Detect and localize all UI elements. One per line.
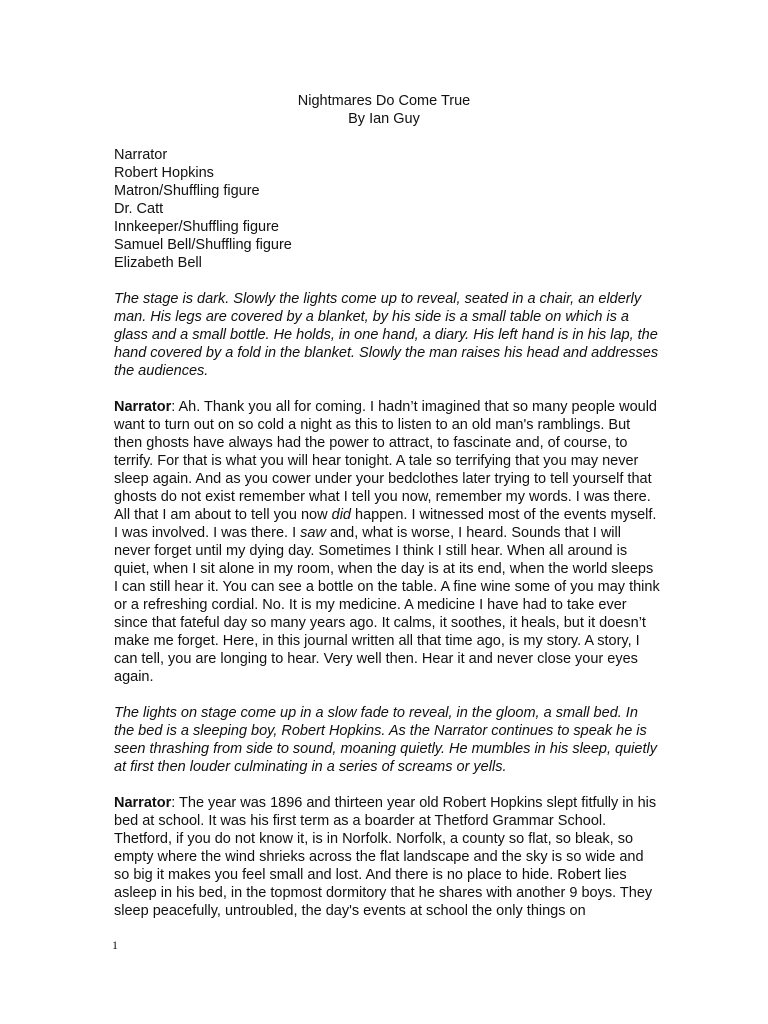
stage-direction-bed: The lights on stage come up in a slow fade to reveal, in the gloom, a small bed. In the bed is a sleeping boy, Robert Hopkins. As the Narrator continues to speak he is seen thrashing from side to sound, moaning quietly. He mumbles in his sleep, quietly at first then louder culminating in a series of screams or yells. — [114, 705, 657, 775]
speech-text: Ah. Thank you all for coming. I hadn’t imagined that so many people would want to turn out on so cold a night as this to listen to an old man's ramblings. But then ghosts have always had the power to attract, to fascinate and, of course, to terrify. For that is what you will hear tonight. A tale so terrifying that you may never sleep again. And as you cower under your bedclothes later trying to tell yourself that ghosts do not exist remember what I tell you now, remember my words. I was there. All that I am about to tell you now — [114, 399, 657, 523]
stage-direction-opening: The stage is dark. Slowly the lights come up to reveal, seated in a chair, an elderly man. His legs are covered by a blanket, by his side is a small table on which is a glass and a small bottle. He holds, in one hand, a diary. His left hand is in his lap, the hand covered by a fold in the blanket. Slowly the man raises his head and addresses the audiences. — [114, 291, 659, 379]
page-number: 1 — [112, 938, 118, 952]
cast-item: Elizabeth Bell — [114, 255, 202, 271]
speaker-separator: : — [171, 399, 176, 415]
cast-item: Narrator — [114, 147, 168, 163]
cast-item: Innkeeper/Shuffling figure — [114, 219, 279, 235]
cast-item: Matron/Shuffling figure — [114, 183, 260, 199]
emphasis-saw: saw — [300, 525, 326, 541]
emphasis-did: did — [331, 507, 351, 523]
cast-item: Robert Hopkins — [114, 165, 214, 181]
play-title: Nightmares Do Come True — [297, 93, 471, 109]
title-block — [0, 92, 768, 128]
document-body — [114, 146, 660, 938]
speech-text: The year was 1896 and thirteen year old Robert Hopkins slept fitfully in his bed at school. It was his first term as a boarder at Thetford Grammar School. Thetford, if you do not know it, is in Norfolk. Norfolk, a county so flat, so bleak, so empty where the wind shrieks across the flat landscape and the sky is so wide and so big it makes you feel small and lost. And there is no place to hide. Robert lies asleep in his bed, in the topmost dormitory that he shares with another 9 boys. They sleep peacefully, untroubled, the day's events at school the only things on — [114, 795, 657, 919]
speaker-separator: : — [171, 795, 176, 811]
speaker-name: Narrator — [114, 795, 172, 811]
cast-item: Samuel Bell/Shuffling figure — [114, 237, 292, 253]
narrator-speech-1 — [114, 398, 660, 686]
cast-list — [114, 146, 660, 272]
play-author: By Ian Guy — [348, 111, 420, 127]
cast-item: Dr. Catt — [114, 201, 164, 217]
speech-text: happen. I witnessed most of the events myself. I was involved. I was there. I — [114, 507, 657, 541]
speech-text: and, what is worse, I heard. Sounds that I will never forget until my dying day. Sometimes I think I still hear. When all around is quiet, when I sit alone in my room, when the day is at its end, when the world sleeps I can still hear it. You can see a bottle on the table. A fine wine some of you may think or a refreshing cordial. No. It is my medicine. A medicine I have had to take ever since that fateful day so many years ago. It calms, it soothes, it heals, but it doesn’t make me forget. Here, in this journal written all that time ago, is my story. A story, I can tell, you are longing to hear. Very well then. Hear it and never close your eyes again. — [114, 525, 660, 685]
narrator-speech-2 — [114, 794, 660, 920]
speaker-name: Narrator — [114, 399, 172, 415]
